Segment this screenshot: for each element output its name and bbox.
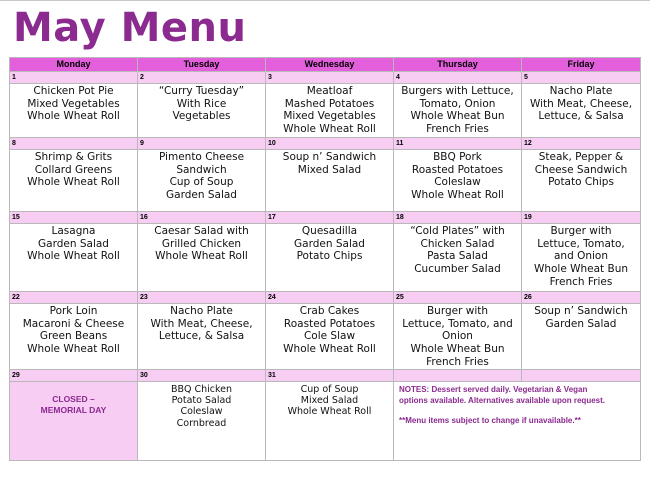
date-label: 23 <box>138 292 266 304</box>
menu-item: Pork Loin <box>49 305 98 317</box>
menu-item: Whole Wheat Bun <box>410 343 505 356</box>
date-label: 17 <box>266 212 394 224</box>
menu-item: With Meat, Cheese, <box>150 317 253 330</box>
menu-item: Lettuce, Tomato, <box>537 237 625 250</box>
date-label: 2 <box>138 72 266 84</box>
menu-item: Whole Wheat Roll <box>27 176 120 189</box>
menu-item: Pasta Salad <box>427 250 488 263</box>
date-label: 8 <box>10 138 138 150</box>
day-menu <box>522 224 641 292</box>
menu-item: Garden Salad <box>166 189 237 202</box>
menu-calendar <box>9 57 641 461</box>
weekday-wednesday: Wednesday <box>266 58 394 72</box>
day-menu <box>10 304 138 370</box>
menu-item: Pimento Cheese <box>158 151 245 163</box>
menu-item: Coleslaw <box>180 406 223 418</box>
menu-item: Green Beans <box>39 330 108 343</box>
day-menu <box>10 224 138 292</box>
menu-item: Onion <box>442 330 473 343</box>
menu-item: BBQ Pork <box>433 151 482 163</box>
menu-item: Cheese Sandwich <box>534 163 628 176</box>
notes-spacer <box>399 406 635 415</box>
closed-line: MEMORIAL DAY <box>40 404 107 415</box>
menu-item: Mixed Salad <box>300 394 359 406</box>
menu-item: “Curry Tuesday” <box>158 85 245 97</box>
date-label: 19 <box>522 212 641 224</box>
weekday-tuesday: Tuesday <box>138 58 266 72</box>
day-menu <box>394 84 522 138</box>
menu-row <box>10 224 641 292</box>
date-row <box>10 212 641 224</box>
date-label: 9 <box>138 138 266 150</box>
day-menu <box>394 224 522 292</box>
menu-item: Potato Chips <box>548 176 614 189</box>
menu-item: Crab Cakes <box>299 305 360 317</box>
day-menu <box>138 84 266 138</box>
menu-item: French Fries <box>426 123 489 136</box>
closed-notice <box>10 381 138 460</box>
date-label-empty <box>522 369 641 381</box>
weekday-header-row <box>10 58 641 72</box>
menu-item: Whole Wheat Roll <box>287 406 372 418</box>
day-menu <box>522 84 641 138</box>
menu-item: Cole Slaw <box>303 330 356 343</box>
menu-item: Lettuce, & Salsa <box>158 330 245 343</box>
menu-item: Whole Wheat Roll <box>27 110 120 123</box>
day-menu <box>138 224 266 292</box>
menu-item: Burgers with Lettuce, <box>401 85 514 97</box>
menu-item: Roasted Potatoes <box>283 317 376 330</box>
date-row <box>10 369 641 381</box>
menu-item: Lettuce, & Salsa <box>538 110 624 123</box>
top-rule <box>0 0 650 1</box>
menu-item: French Fries <box>426 355 489 368</box>
menu-item: Macaroni & Cheese <box>22 317 125 330</box>
date-label: 25 <box>394 292 522 304</box>
menu-row <box>10 304 641 370</box>
menu-item: Mixed Vegetables <box>27 97 120 110</box>
menu-item: Cornbread <box>176 417 227 429</box>
menu-item: Shrimp & Grits <box>34 151 113 163</box>
menu-item: Nacho Plate <box>170 305 233 317</box>
date-label: 30 <box>138 369 266 381</box>
menu-item: Lasagna <box>51 225 96 237</box>
day-menu <box>138 150 266 212</box>
menu-item: Cup of Soup <box>300 383 359 395</box>
menu-item: With Rice <box>176 97 227 110</box>
menu-item: Whole Wheat Roll <box>27 250 120 263</box>
date-label: 11 <box>394 138 522 150</box>
weekday-friday: Friday <box>522 58 641 72</box>
day-menu <box>10 150 138 212</box>
menu-row <box>10 150 641 212</box>
closed-line: CLOSED – <box>52 393 95 404</box>
day-menu <box>266 224 394 292</box>
menu-item: Garden Salad <box>38 237 109 250</box>
menu-item: Coleslaw <box>434 176 481 189</box>
date-label: 1 <box>10 72 138 84</box>
day-menu <box>266 150 394 212</box>
menu-item: Sandwich <box>176 163 227 176</box>
notes-line: NOTES: Dessert served daily. Vegetarian & Vegan <box>399 384 588 394</box>
day-menu <box>394 150 522 212</box>
menu-item: Whole Wheat Roll <box>27 343 120 356</box>
day-menu <box>138 381 266 460</box>
menu-item: Burger with <box>426 305 489 317</box>
date-label: 24 <box>266 292 394 304</box>
menu-item: Quesadilla <box>301 225 358 237</box>
menu-item: Whole Wheat Roll <box>155 250 248 263</box>
menu-item: Garden Salad <box>294 237 365 250</box>
date-label: 31 <box>266 369 394 381</box>
menu-item: Chicken Pot Pie <box>33 85 114 97</box>
date-row <box>10 72 641 84</box>
menu-item: Whole Wheat Roll <box>411 189 504 202</box>
menu-item: Whole Wheat Roll <box>283 123 376 136</box>
menu-item: Tomato, Onion <box>419 97 496 110</box>
menu-item: French Fries <box>549 275 613 288</box>
date-label: 3 <box>266 72 394 84</box>
menu-item: Caesar Salad with <box>154 225 249 237</box>
menu-item: Mixed Vegetables <box>283 110 376 123</box>
date-label: 16 <box>138 212 266 224</box>
day-menu <box>522 150 641 212</box>
date-label: 15 <box>10 212 138 224</box>
day-menu <box>266 381 394 460</box>
menu-item: Nacho Plate <box>549 85 613 97</box>
day-menu <box>522 304 641 370</box>
date-label: 29 <box>10 369 138 381</box>
date-label: 10 <box>266 138 394 150</box>
menu-item: With Meat, Cheese, <box>529 97 633 110</box>
date-row <box>10 292 641 304</box>
date-label: 18 <box>394 212 522 224</box>
menu-item: Whole Wheat Bun <box>410 110 505 123</box>
menu-item: Potato Salad <box>171 394 232 406</box>
menu-item: Collard Greens <box>34 163 113 176</box>
date-row <box>10 138 641 150</box>
menu-item: Garden Salad <box>545 317 617 330</box>
menu-item: Mixed Salad <box>297 163 362 176</box>
notes-box <box>394 381 641 460</box>
date-label: 26 <box>522 292 641 304</box>
weekday-monday: Monday <box>10 58 138 72</box>
menu-item: Mashed Potatoes <box>284 97 375 110</box>
menu-item: Grilled Chicken <box>161 237 242 250</box>
day-menu <box>266 84 394 138</box>
menu-item: Whole Wheat Roll <box>283 343 376 356</box>
date-label-empty <box>394 369 522 381</box>
page-title: May Menu <box>13 5 247 51</box>
menu-item: Soup n’ Sandwich <box>534 305 628 317</box>
day-menu <box>266 304 394 370</box>
menu-item: Lettuce, Tomato, and <box>402 317 513 330</box>
menu-item: BBQ Chicken <box>170 383 233 395</box>
menu-item: Potato Chips <box>296 250 363 263</box>
day-menu <box>138 304 266 370</box>
date-label: 5 <box>522 72 641 84</box>
menu-item: Vegetables <box>172 110 231 123</box>
menu-item: Soup n’ Sandwich <box>282 151 377 163</box>
menu-item: “Cold Plates” with <box>410 225 505 237</box>
menu-item: Steak, Pepper & <box>538 151 624 163</box>
menu-row <box>10 84 641 138</box>
menu-item: Chicken Salad <box>420 237 495 250</box>
menu-item: Meatloaf <box>306 85 353 97</box>
notes-disclaimer: **Menu items subject to change if unavailable.** <box>399 415 581 425</box>
menu-item: and Onion <box>553 250 608 263</box>
weekday-thursday: Thursday <box>394 58 522 72</box>
menu-item: Whole Wheat Bun <box>533 263 629 276</box>
day-menu <box>10 84 138 138</box>
menu-item: Roasted Potatoes <box>411 163 504 176</box>
day-menu <box>394 304 522 370</box>
menu-item: Cucumber Salad <box>414 263 501 276</box>
menu-item: Cup of Soup <box>169 176 234 189</box>
date-label: 4 <box>394 72 522 84</box>
menu-item: Burger with <box>550 225 612 237</box>
date-label: 22 <box>10 292 138 304</box>
notes-line: options available. Alternatives available upon request. <box>399 395 605 405</box>
menu-row <box>10 381 641 460</box>
date-label: 12 <box>522 138 641 150</box>
